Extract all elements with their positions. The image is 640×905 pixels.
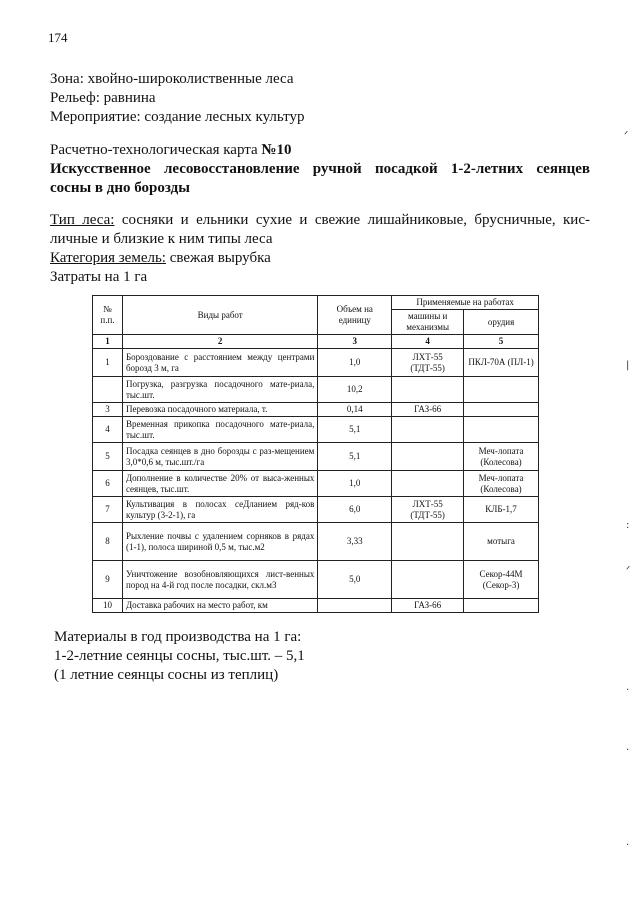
land-category-line [50, 249, 590, 268]
table-row [93, 497, 539, 523]
header-machines: машины и механизмы [392, 310, 464, 335]
card-label [50, 141, 590, 160]
zone-line: Зона: хвойно-широколиственные леса [50, 71, 294, 87]
works-table [92, 295, 539, 613]
row-machines [392, 471, 464, 497]
row-machines [392, 561, 464, 599]
row-tools [464, 417, 539, 443]
row-num [93, 377, 123, 403]
scan-mark: : [626, 520, 630, 531]
row-volume: 1,0 [318, 471, 392, 497]
row-machines: ЛХТ-55 (ТДТ-55) [392, 349, 464, 377]
relief-line: Рельеф: равнина [50, 90, 156, 106]
forest-type-text: сосняки и ельники сухие и свежие лишайниковые, брусничные, кис- [114, 212, 590, 228]
row-num: 1 [93, 349, 123, 377]
forest-block [50, 211, 590, 287]
header-block [50, 70, 590, 127]
card-title-block [50, 141, 590, 198]
scan-mark: · [626, 840, 630, 851]
row-tools [464, 377, 539, 403]
header-works: Виды работ [122, 296, 317, 335]
row-volume: 6,0 [318, 497, 392, 523]
row-work: Дополнение в количестве 20% от высa-женных сеянцев, тыс.шт. [122, 471, 317, 497]
row-machines [392, 417, 464, 443]
col-number: 4 [392, 335, 464, 349]
scan-mark: | [626, 360, 630, 371]
col-number: 3 [318, 335, 392, 349]
materials-line2: 1-2-летние сеянцы сосны, тыс.шт. – 5,1 [54, 648, 305, 664]
row-tools: Меч-лопата (Колесова) [464, 471, 539, 497]
row-work: Рыхление почвы с удалением сорняков в рядах (1-1), полоса шириной 0,5 м, тыс.м2 [122, 523, 317, 561]
table-row [93, 599, 539, 613]
row-num: 9 [93, 561, 123, 599]
header-tools: орудия [464, 310, 539, 335]
table-row [93, 561, 539, 599]
row-work: Бороздование с расстоянием между центрами борозд 3 м, га [122, 349, 317, 377]
scan-mark: · [626, 745, 630, 756]
costs-line: Затраты на 1 га [50, 269, 148, 285]
row-machines: ЛХТ-55 (ТДТ-55) [392, 497, 464, 523]
card-title-line1: Искусственное лесовосстановление ручной посадкой 1-2-летних сеянцев [50, 161, 590, 177]
materials-line3: (1 летние сеянцы сосны из теплиц) [54, 667, 279, 683]
row-num: 10 [93, 599, 123, 613]
header-applied: Применяемые на работах [392, 296, 539, 310]
col-number: 2 [122, 335, 317, 349]
row-machines: ГАЗ-66 [392, 403, 464, 417]
row-tools [464, 599, 539, 613]
land-category-text: свежая вырубка [165, 250, 271, 266]
row-work: Уничтожение возобновляющихся лист-венных пород на 4-й год после посадки, скл.м3 [122, 561, 317, 599]
column-number-row [93, 335, 539, 349]
row-num: 6 [93, 471, 123, 497]
forest-type-line2: личные и близкие к ним типы леса [50, 231, 273, 247]
row-volume: 5,1 [318, 417, 392, 443]
row-num: 8 [93, 523, 123, 561]
row-work: Погрузка, разгрузка посадочного мате-риала, тыс.шт. [122, 377, 317, 403]
col-number: 5 [464, 335, 539, 349]
header-num: № п.п. [93, 296, 123, 335]
row-num: 4 [93, 417, 123, 443]
table-row [93, 417, 539, 443]
scan-mark: ᐟ [626, 565, 631, 576]
row-volume: 1,0 [318, 349, 392, 377]
card-label-number: №10 [261, 142, 292, 158]
materials-line1: Материалы в год производства на 1 га: [54, 629, 302, 645]
materials-block [54, 628, 594, 685]
row-tools [464, 403, 539, 417]
row-volume: 3,33 [318, 523, 392, 561]
land-category-label: Категория земель: [50, 250, 166, 266]
scan-mark: · [626, 685, 630, 696]
row-num: 3 [93, 403, 123, 417]
row-volume: 5,1 [318, 443, 392, 471]
row-work: Доставка рабочих на место работ, км [122, 599, 317, 613]
table-row [93, 377, 539, 403]
row-num: 7 [93, 497, 123, 523]
row-machines [392, 523, 464, 561]
scan-mark: ᐟ [624, 130, 629, 141]
table-row [93, 403, 539, 417]
row-work: Перевозка посадочного материала, т. [122, 403, 317, 417]
row-tools: мотыга [464, 523, 539, 561]
row-work: Культивация в полосах сеДланием ряд-ков культур (3-2-1), га [122, 497, 317, 523]
row-tools: КЛБ-1,7 [464, 497, 539, 523]
row-volume: 5,0 [318, 561, 392, 599]
forest-type-label: Тип леса: [50, 212, 115, 228]
row-work: Временная прикопка посадочного мате-риала, тыс.шт. [122, 417, 317, 443]
row-work: Посадка сеянцев в дно борозды с раз-мещением 3,0*0,6 м, тыс.шт./га [122, 443, 317, 471]
row-machines [392, 377, 464, 403]
row-machines: ГАЗ-66 [392, 599, 464, 613]
row-volume: 0,14 [318, 403, 392, 417]
row-machines [392, 443, 464, 471]
measure-line: Мероприятие: создание лесных культур [50, 109, 305, 125]
page-number: 174 [48, 30, 68, 45]
row-num: 5 [93, 443, 123, 471]
row-volume: 10,2 [318, 377, 392, 403]
row-tools: Меч-лопата (Колесова) [464, 443, 539, 471]
forest-type-line1 [50, 211, 590, 230]
table-row [93, 471, 539, 497]
col-number: 1 [93, 335, 123, 349]
row-tools: ПКЛ-70А (ПЛ-1) [464, 349, 539, 377]
card-label-prefix: Расчетно-технологическая карта [50, 142, 262, 158]
row-tools: Секор-44М (Секор-3) [464, 561, 539, 599]
header-volume: Объем на единицу [318, 296, 392, 335]
table-row [93, 443, 539, 471]
table-row [93, 523, 539, 561]
card-title-line2: сосны в дно борозды [50, 180, 190, 196]
row-volume [318, 599, 392, 613]
table-row [93, 349, 539, 377]
